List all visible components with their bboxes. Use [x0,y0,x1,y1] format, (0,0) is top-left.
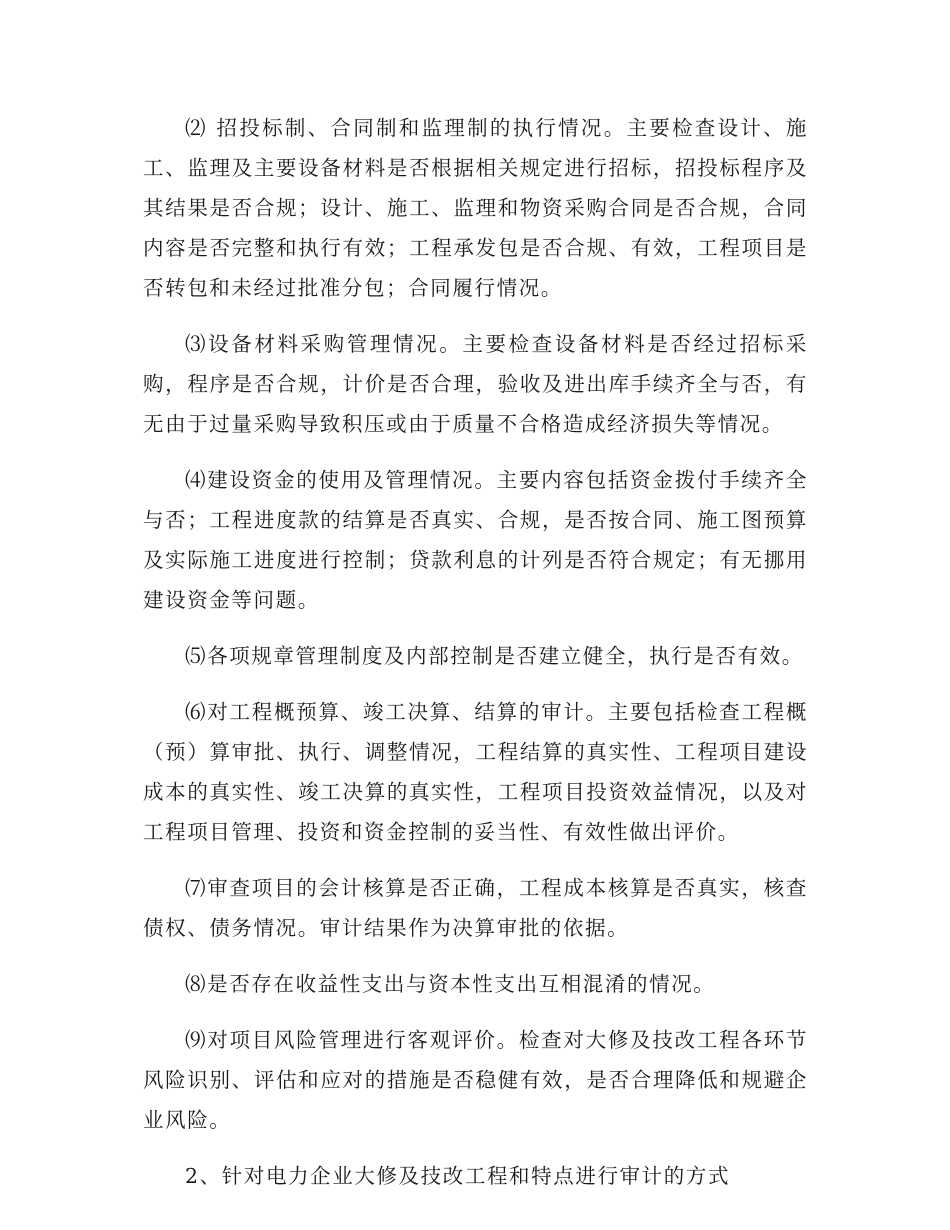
paragraph-item-8: ⑻是否存在收益性支出与资本性支出互相混淆的情况。 [185,972,716,996]
paragraph-item-7: ⑺审查项目的会计核算是否正确，工程成本核算是否真实，核查债权、债务情况。审计结果作为决算审批的依据。 [143,876,808,940]
paragraph-item-4: ⑷建设资金的使用及管理情况。主要内容包括资金拨付手续齐全与否；工程进度款的结算是否真实、合规，是否按合同、施工图预算及实际施工进度进行控制；贷款利息的计列是否符合规定；有无挪用建设资金等问题。 [143,468,808,612]
paragraph-item-2: ⑵ 招投标制、合同制和监理制的执行情况。主要检查设计、施工、监理及主要设备材料是否根据相关规定进行招标，招投标程序及其结果是否合规；设计、施工、监理和物资采购合同是否合规，合同内容是否完整和执行有效；工程承发包是否合规、有效，工程项目是否转包和未经过批准分包；合同履行情况。 [143,116,808,300]
paragraph-item-5: ⑸各项规章管理制度及内部控制是否建立健全，执行是否有效。 [185,644,804,668]
paragraph-item-3: ⑶设备材料采购管理情况。主要检查设备材料是否经过招标采购，程序是否合规，计价是否合理，验收及进出库手续齐全与否，有无由于过量采购导致积压或由于质量不合格造成经济损失等情况。 [143,332,808,436]
paragraph-item-9: ⑼对项目风险管理进行客观评价。检查对大修及技改工程各环节风险识别、评估和应对的措施是否稳健有效，是否合理降低和规避企业风险。 [143,1028,808,1132]
document-body [143,108,808,1196]
paragraph-item-6: ⑹对工程概预算、竣工决算、结算的审计。主要包括检查工程概（预）算审批、执行、调整情况，工程结算的真实性、工程项目建设成本的真实性、竣工决算的真实性，工程项目投资效益情况，以及对工程项目管理、投资和资金控制的妥当性、有效性做出评价。 [143,700,808,844]
section-heading-2: 2、针对电力企业大修及技改工程和特点进行审计的方式 [185,1164,731,1188]
